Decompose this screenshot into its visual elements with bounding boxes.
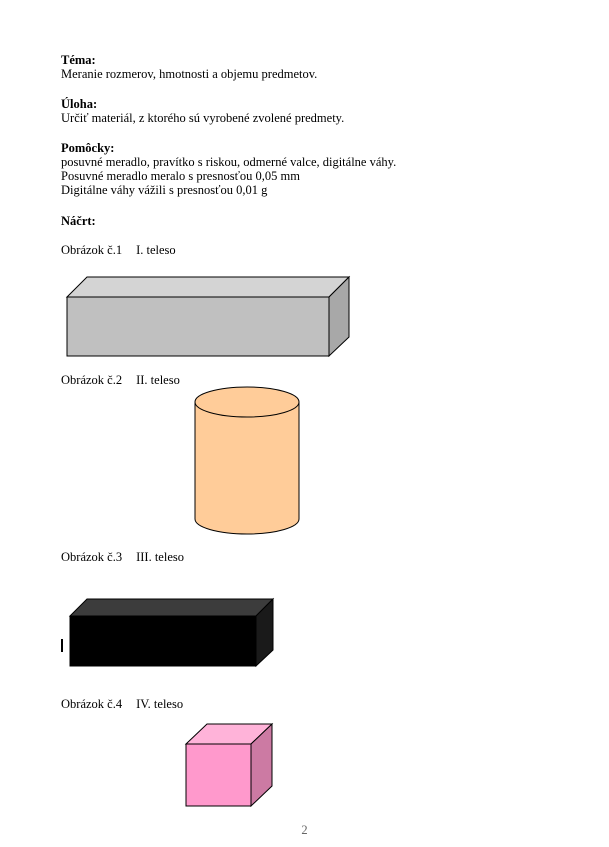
tema-heading: Téma: bbox=[61, 53, 96, 67]
uloha-text: Určiť materiál, z ktorého sú vyrobené zvolené predmety. bbox=[61, 111, 345, 125]
pomocky-line: posuvné meradlo, pravítko s riskou, odmerné valce, digitálne váhy. bbox=[61, 155, 397, 169]
pomocky-line: Digitálne váhy vážili s presnosťou 0,01 g bbox=[61, 183, 268, 197]
figure-1-prism bbox=[67, 277, 349, 356]
cylinder-top bbox=[195, 387, 299, 417]
figure-title: IV. teleso bbox=[136, 697, 184, 711]
figure-3-prism bbox=[70, 599, 273, 666]
cube-front-face bbox=[186, 744, 251, 806]
figure-label: Obrázok č.3 bbox=[61, 550, 123, 564]
pomocky-heading: Pomôcky: bbox=[61, 141, 115, 155]
figure-4-cube bbox=[186, 724, 272, 806]
tema-text: Meranie rozmerov, hmotnosti a objemu predmetov. bbox=[61, 67, 318, 81]
prism-top-face bbox=[67, 277, 349, 297]
figure-label: Obrázok č.1 bbox=[61, 243, 123, 257]
prism-front-face bbox=[67, 297, 329, 356]
page-number: 2 bbox=[301, 823, 308, 837]
pomocky-line: Posuvné meradlo meralo s presnosťou 0,05 mm bbox=[61, 169, 300, 183]
prism-front-face bbox=[70, 616, 256, 666]
figure-title: I. teleso bbox=[136, 243, 176, 257]
figure-title: III. teleso bbox=[136, 550, 184, 564]
figure-2-cylinder bbox=[195, 387, 299, 534]
cylinder-body bbox=[195, 402, 299, 534]
nacrt-heading: Náčrt: bbox=[61, 214, 96, 228]
text-cursor bbox=[61, 639, 63, 652]
figure-title: II. teleso bbox=[136, 373, 180, 387]
uloha-heading: Úloha: bbox=[61, 97, 98, 111]
figure-label: Obrázok č.2 bbox=[61, 373, 123, 387]
figure-label: Obrázok č.4 bbox=[61, 697, 123, 711]
prism-top-face bbox=[70, 599, 273, 616]
